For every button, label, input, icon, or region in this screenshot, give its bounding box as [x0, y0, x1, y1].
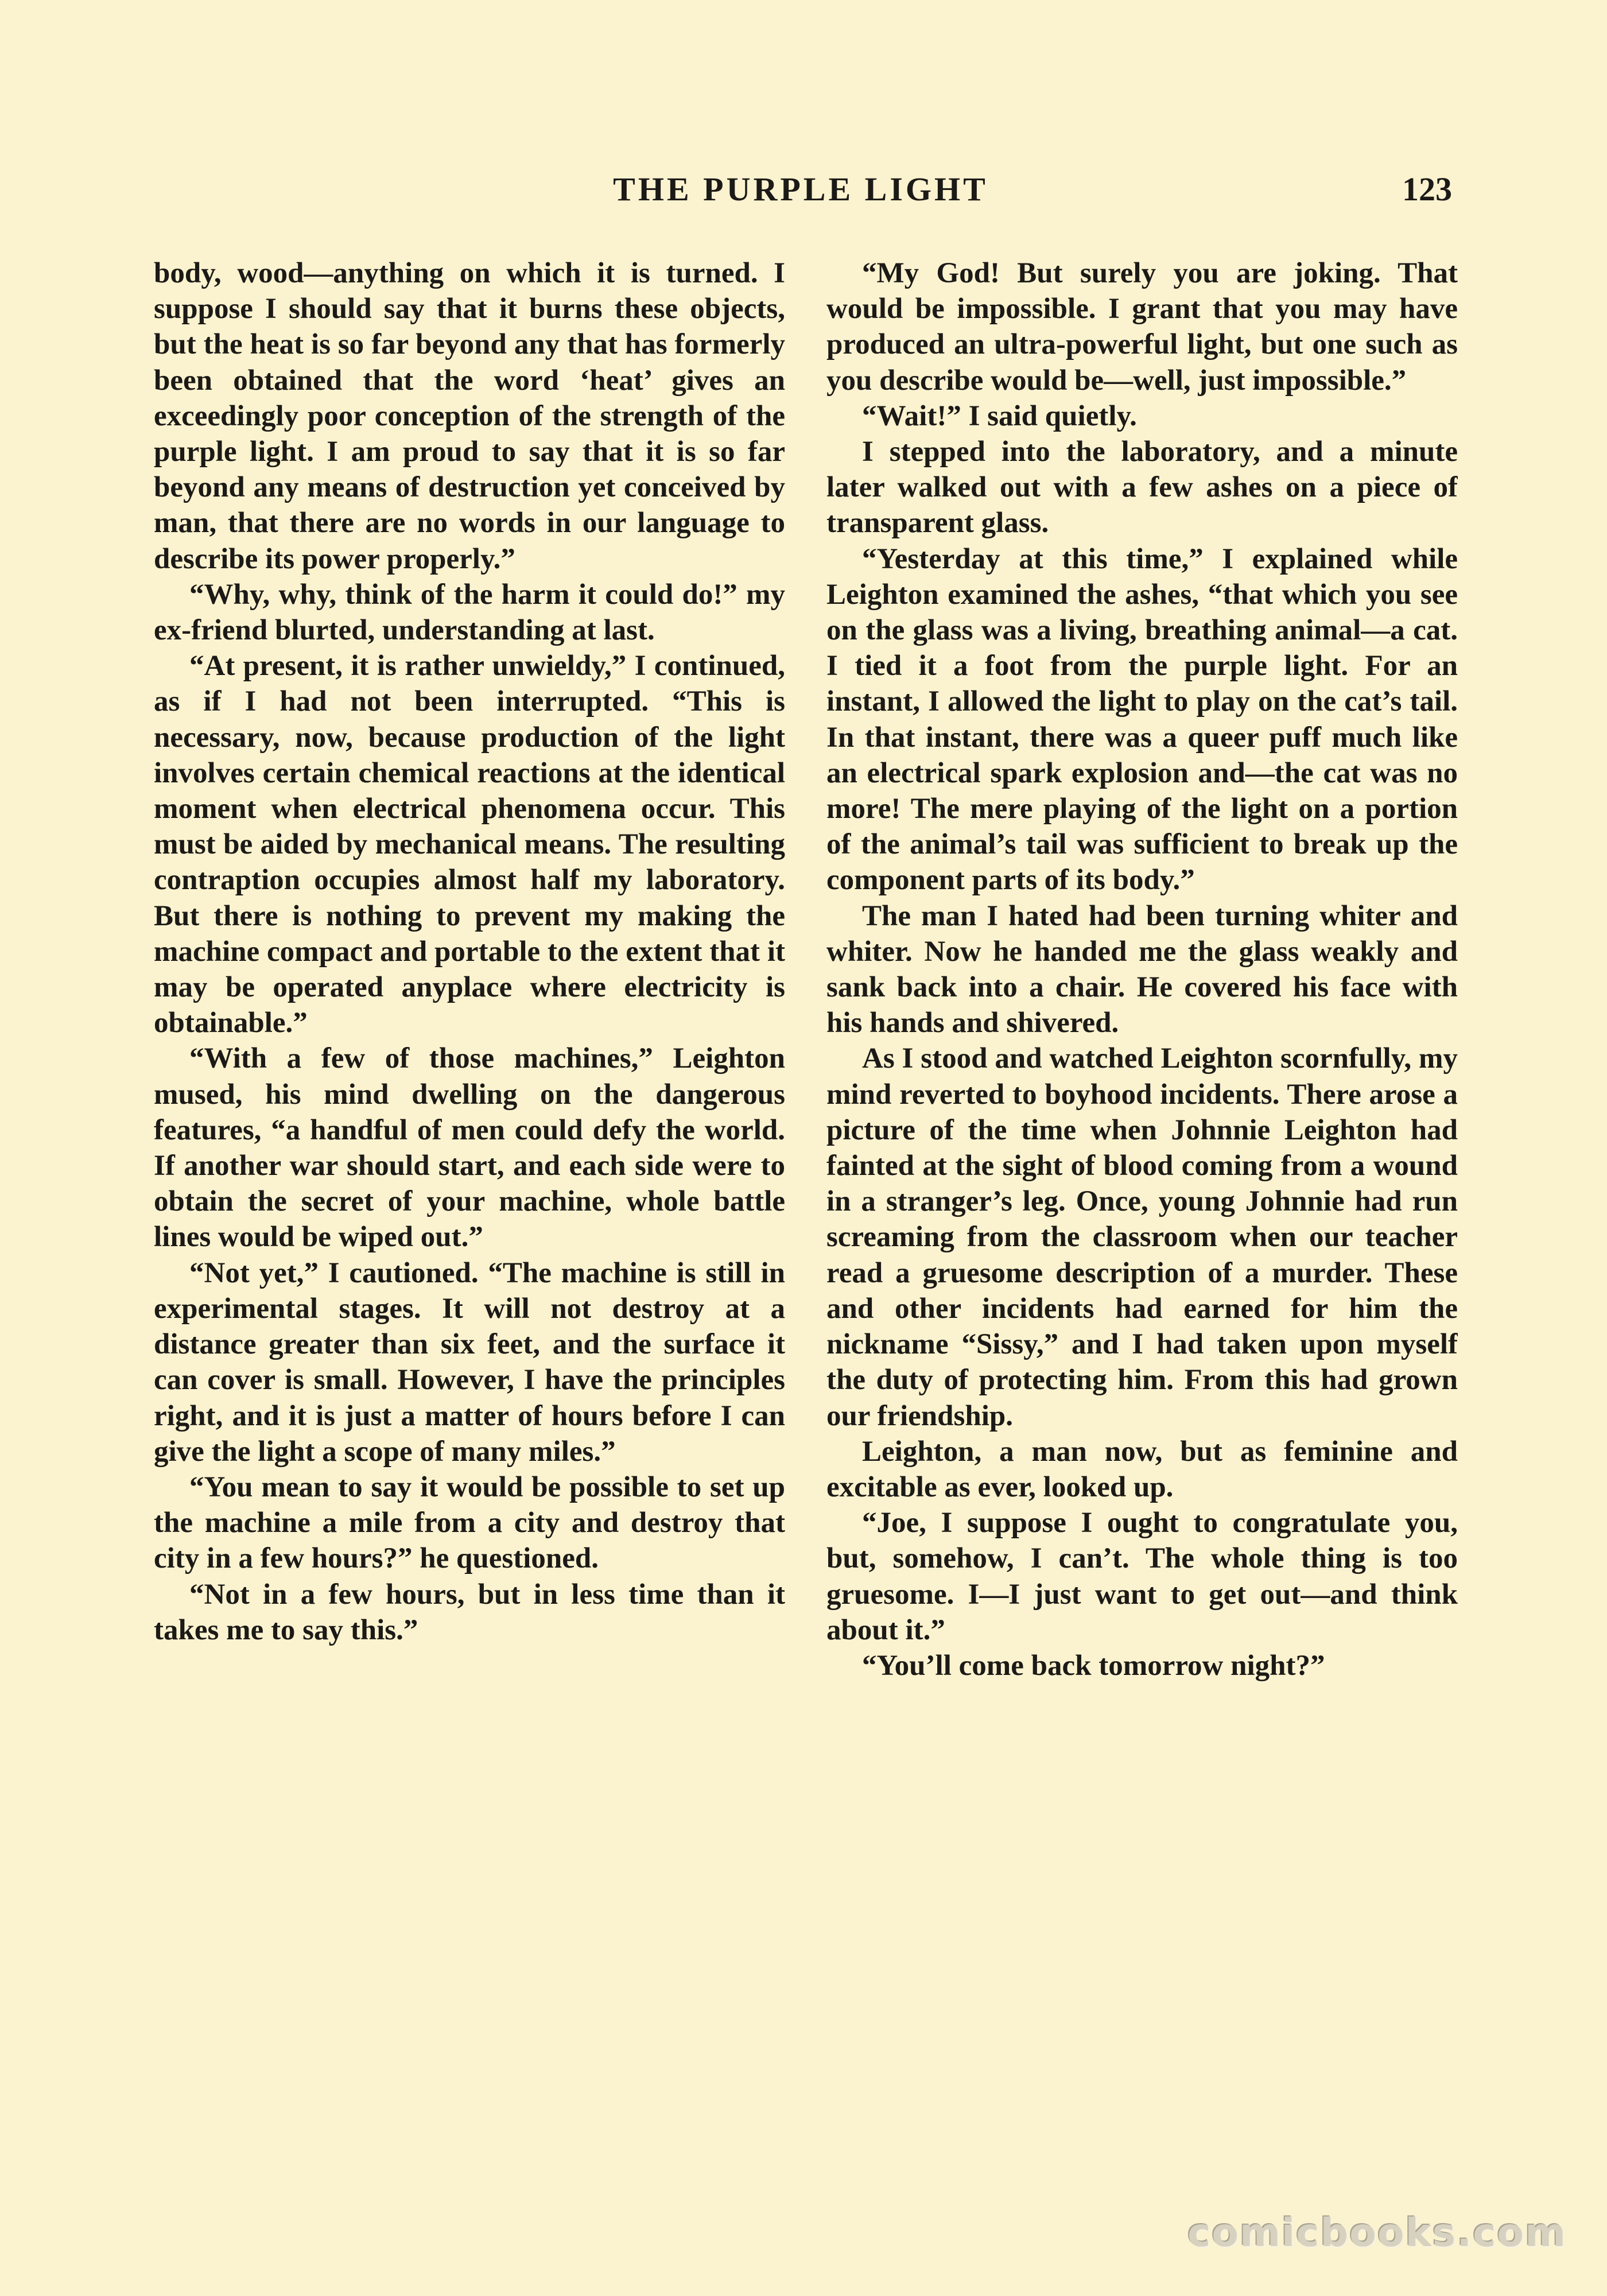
- paragraph: “You mean to say it would be possible to set up the machine a mile from a city and destroy that city in a few hours?” he questioned.: [154, 1471, 785, 1575]
- paragraph: body, wood—anything on which it is turned. I suppose I should say that it burns these objects, but the heat is so far beyond any that has formerly been obtained that the word ‘heat’ gives an exceedingly poor conception of the strength of the purple light. I am proud to say that it is so far beyond any means of destruction yet conceived by man, that there are no words in our language to describe its power properly.”: [154, 257, 785, 575]
- paragraph: The man I hated had been turning whiter and whiter. Now he handed me the glass weakly and sank back into a chair. He covered his face with his hands and shivered.: [826, 899, 1458, 1040]
- paragraph: “Yesterday at this time,” I explained while Leighton examined the ashes, “that which you see on the glass was a living, breathing animal—a cat. I tied it a foot from the purple light. For an instant, I allowed the light to play on the cat’s tail. In that instant, there was a queer puff much like an electrical spark explosion and—the cat was no more! The mere playing of the light on a portion of the animal’s tail was sufficient to break up the component parts of its body.”: [826, 542, 1458, 897]
- left-column: [154, 255, 785, 2138]
- paragraph: “Not yet,” I cautioned. “The machine is still in experimental stages. It will not destroy at a distance greater than six feet, and the surface it can cover is small. However, I have the principles right, and it is just a matter of hours before I can give the light a scope of many miles.”: [154, 1256, 785, 1468]
- paragraph: “My God! But surely you are joking. That would be impossible. I grant that you may have produced an ultra-powerful light, but one such as you describe would be—well, just impossible.”: [826, 257, 1458, 397]
- page-number: 123: [1402, 170, 1452, 208]
- running-head: [149, 166, 1452, 218]
- watermark: comicbooks.com: [1187, 2210, 1567, 2256]
- paragraph: “You’ll come back tomorrow night?”: [862, 1649, 1325, 1682]
- paragraph: Leighton, a man now, but as feminine and excitable as ever, looked up.: [826, 1435, 1458, 1503]
- paragraph: I stepped into the laboratory, and a minute later walked out with a few ashes on a piece of transparent glass.: [826, 436, 1458, 540]
- paragraph: “Not in a few hours, but in less time than it takes me to say this.”: [154, 1578, 785, 1646]
- running-title: THE PURPLE LIGHT: [613, 170, 988, 208]
- paragraph: “Why, why, think of the harm it could do!” my ex-friend blurted, understanding at last.: [154, 578, 785, 647]
- paragraph: “Joe, I suppose I ought to congratulate you, but, somehow, I can’t. The whole thing is too gruesome. I—I just want to get out—and think about it.”: [826, 1507, 1458, 1646]
- paragraph: “Wait!” I said quietly.: [862, 400, 1137, 432]
- right-column: [826, 255, 1458, 2138]
- paragraph: “At present, it is rather unwieldy,” I continued, as if I had not been interrupted. “This is necessary, now, because production of the light involves certain chemical reactions at the identical moment when electrical phenomena occur. This must be aided by mechanical means. The resulting contraption occupies almost half my laboratory. But there is nothing to prevent my making the machine compact and portable to the extent that it may be operated anyplace where electricity is obtainable.”: [154, 650, 785, 1040]
- paragraph: As I stood and watched Leighton scornfully, my mind reverted to boyhood incidents. There arose a picture of the time when Johnnie Leighton had fainted at the sight of blood coming from a wound in a stranger’s leg. Once, young Johnnie had run screaming from the classroom when our teacher read a gruesome description of a murder. These and other incidents had earned for him the nickname “Sissy,” and I had taken upon myself the duty of protecting him. From this had grown our friendship.: [826, 1042, 1458, 1432]
- paragraph: “With a few of those machines,” Leighton mused, his mind dwelling on the dangerous features, “a handful of men could defy the world. If another war should start, and each side were to obtain the secret of your machine, whole battle lines would be wiped out.”: [154, 1042, 785, 1254]
